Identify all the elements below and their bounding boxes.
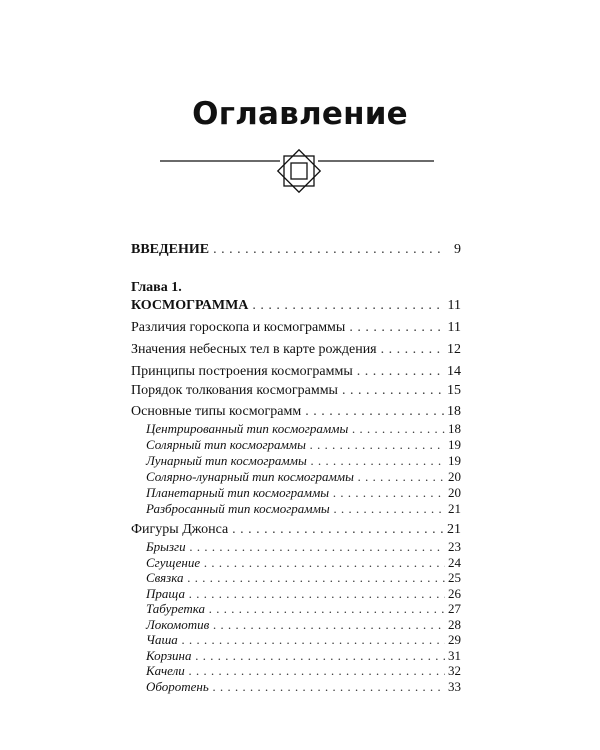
entry-label: Табуретка <box>146 601 205 616</box>
toc-subentry[interactable] <box>146 679 461 695</box>
dot-leader <box>342 383 444 399</box>
toc-entry[interactable] <box>131 364 461 380</box>
ornament-divider <box>0 148 600 198</box>
dot-leader <box>188 570 445 586</box>
toc-entry[interactable] <box>131 320 461 336</box>
dot-leader <box>305 404 444 420</box>
toc-subentry[interactable] <box>146 570 461 586</box>
toc-entry-introduction[interactable] <box>131 242 461 258</box>
toc-subentry[interactable] <box>146 469 461 485</box>
entry-label: Локомотив <box>146 617 210 632</box>
dot-leader <box>213 617 445 633</box>
dot-leader <box>311 453 445 469</box>
toc-subentry[interactable] <box>146 648 461 664</box>
entry-label: Праща <box>146 586 186 601</box>
entry-page-number: 11 <box>447 298 461 313</box>
toc-entry[interactable] <box>131 404 461 420</box>
entry-label: Чаша <box>146 632 178 647</box>
entry-page-number: 19 <box>448 437 461 452</box>
toc-subentry[interactable] <box>146 437 461 453</box>
entry-label: КОСМОГРАММА <box>131 298 249 313</box>
entry-page-number: 19 <box>448 453 461 468</box>
entry-label: Принципы построения космограммы <box>131 364 353 379</box>
entry-page-number: 21 <box>448 501 461 516</box>
dot-leader <box>189 586 445 602</box>
entry-label: Значения небесных тел в карте рождения <box>131 342 377 357</box>
dot-leader <box>310 437 445 453</box>
entry-page-number: 18 <box>447 404 461 419</box>
toc-subentry[interactable] <box>146 421 461 437</box>
dot-leader <box>182 632 445 648</box>
dot-leader <box>349 320 444 336</box>
entry-label: Связка <box>146 570 184 585</box>
entry-page-number: 27 <box>448 601 461 616</box>
entry-page-number: 33 <box>448 679 461 694</box>
entry-label: Качели <box>146 663 185 678</box>
entry-page-number: 9 <box>454 242 461 257</box>
toc-subentry[interactable] <box>146 539 461 555</box>
entry-label: Сгущение <box>146 555 201 570</box>
toc-subentry[interactable] <box>146 586 461 602</box>
entry-label: Корзина <box>146 648 192 663</box>
diamond-ornament-icon <box>278 150 320 192</box>
entry-page-number: 31 <box>448 648 461 663</box>
entry-page-number: 32 <box>448 663 461 678</box>
dot-leader <box>352 421 445 437</box>
entry-label: Планетарный тип космограммы <box>146 485 330 500</box>
toc-subentry[interactable] <box>146 663 461 679</box>
entry-label: ВВЕДЕНИЕ <box>131 242 210 257</box>
dot-leader <box>189 663 445 679</box>
chapter-number: Глава 1. <box>131 280 182 295</box>
toc-entry[interactable] <box>131 383 461 399</box>
dot-leader <box>358 469 445 485</box>
dot-leader <box>333 485 445 501</box>
entry-page-number: 20 <box>448 469 461 484</box>
toc-subentry[interactable] <box>146 601 461 617</box>
dot-leader <box>209 601 445 617</box>
dot-leader <box>381 342 444 358</box>
entry-label: Порядок толкования космограммы <box>131 383 338 398</box>
dot-leader <box>252 298 444 314</box>
page-title: Оглавление <box>192 96 408 132</box>
entry-page-number: 29 <box>448 632 461 647</box>
entry-label: Фигуры Джонса <box>131 522 229 537</box>
entry-page-number: 11 <box>447 320 461 335</box>
dot-leader <box>334 501 445 517</box>
toc-entry-chapter-title[interactable] <box>131 298 461 314</box>
entry-page-number: 25 <box>448 570 461 585</box>
entry-label: Различия гороскопа и космограммы <box>131 320 346 335</box>
entry-page-number: 18 <box>448 421 461 436</box>
entry-page-number: 26 <box>448 586 461 601</box>
dot-leader <box>190 539 445 555</box>
toc-subentry[interactable] <box>146 501 461 517</box>
dot-leader <box>232 522 444 538</box>
entry-page-number: 12 <box>447 342 461 357</box>
entry-page-number: 28 <box>448 617 461 632</box>
entry-page-number: 20 <box>448 485 461 500</box>
toc-subentry[interactable] <box>146 485 461 501</box>
toc-subentry[interactable] <box>146 555 461 571</box>
entry-page-number: 21 <box>447 522 461 537</box>
entry-label: Центрированный тип космограммы <box>146 421 349 436</box>
entry-page-number: 23 <box>448 539 461 554</box>
toc-subentry[interactable] <box>146 632 461 648</box>
entry-label: Солярный тип космограммы <box>146 437 306 452</box>
entry-page-number: 14 <box>447 364 461 379</box>
entry-page-number: 24 <box>448 555 461 570</box>
toc-entry[interactable] <box>131 342 461 358</box>
entry-label: Основные типы космограмм <box>131 404 302 419</box>
dot-leader <box>213 242 446 258</box>
dot-leader <box>204 555 445 571</box>
dot-leader <box>213 679 445 695</box>
entry-label: Разбросанный тип космограммы <box>146 501 330 516</box>
entry-label: Лунарный тип космограммы <box>146 453 307 468</box>
toc-entry[interactable] <box>131 522 461 538</box>
toc-subentry[interactable] <box>146 617 461 633</box>
entry-label: Оборотень <box>146 679 209 694</box>
dot-leader <box>196 648 446 664</box>
entry-page-number: 15 <box>447 383 461 398</box>
toc-subentry[interactable] <box>146 453 461 469</box>
dot-leader <box>357 364 444 380</box>
entry-label: Брызги <box>146 539 186 554</box>
entry-label: Солярно-лунарный тип космограммы <box>146 469 354 484</box>
